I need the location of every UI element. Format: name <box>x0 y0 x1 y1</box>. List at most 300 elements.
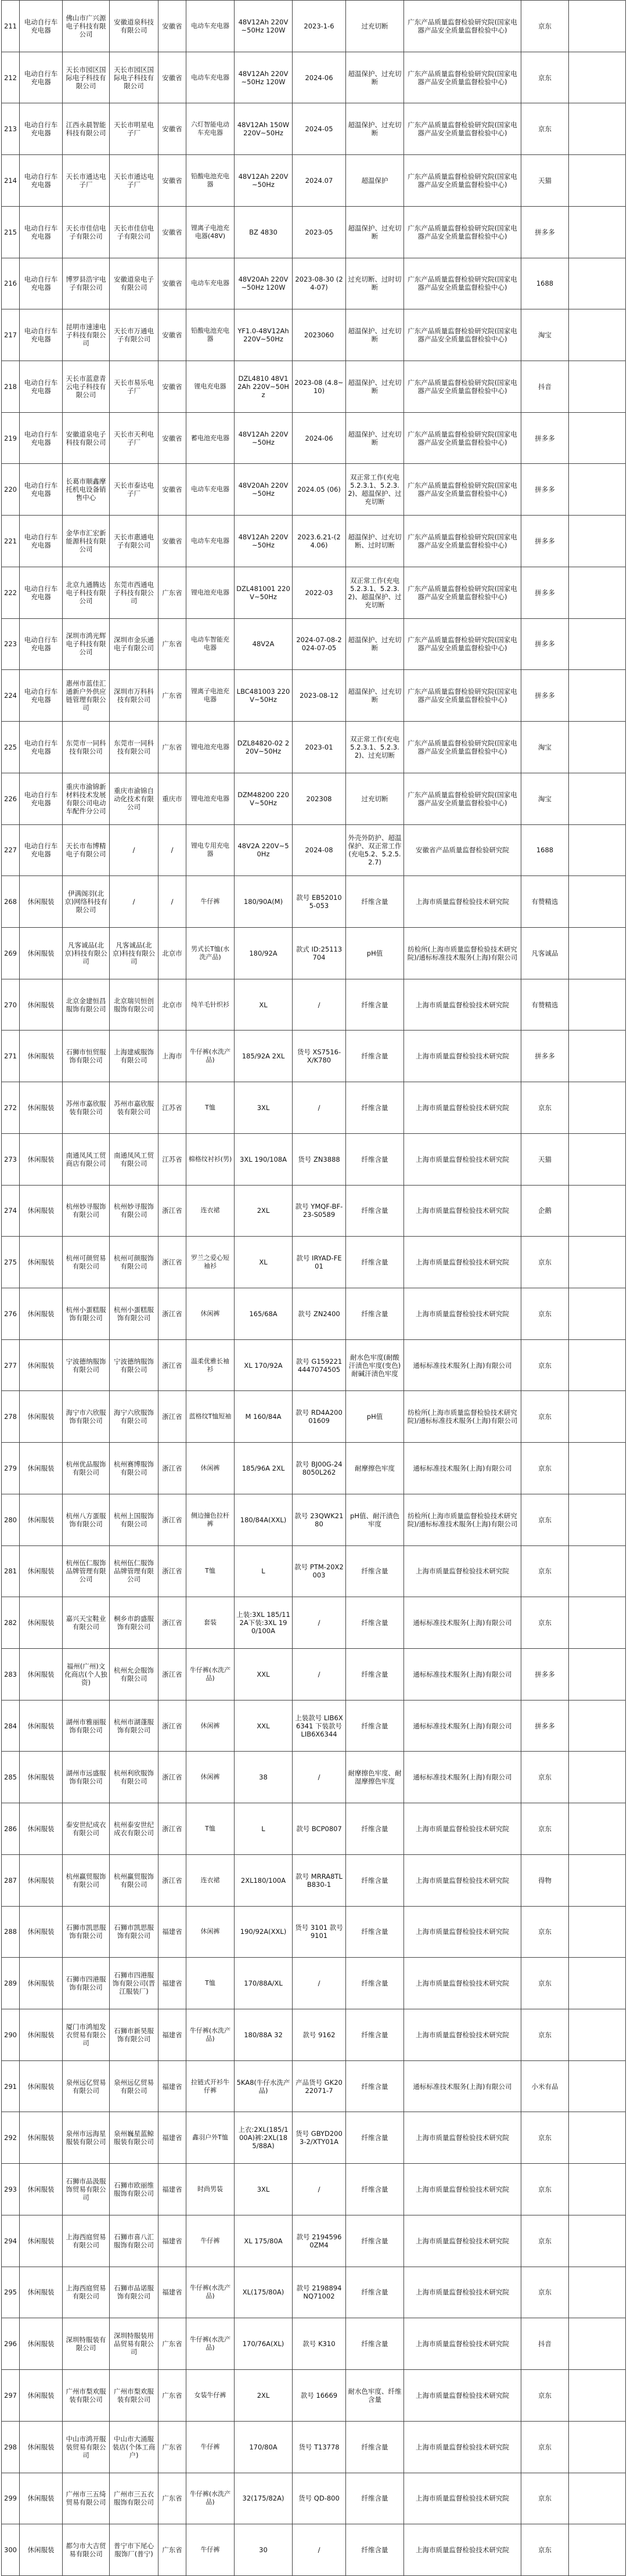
table-row <box>2 927 626 979</box>
cell-remark <box>569 1545 626 1597</box>
cell-serial-number: 293 <box>2 2164 20 2215</box>
sampling-results-table-container <box>1 0 625 2576</box>
cell-remark <box>569 1494 626 1545</box>
cell-manufacturer: 普宁市下尾心服饰厂(普宁) <box>110 2524 158 2576</box>
cell-product-category: 电动自行车充电器 <box>20 567 63 618</box>
cell-manufacturer: 重庆市渝锦自动化技术有限公司 <box>110 773 158 824</box>
cell-production-date-or-batch: / <box>293 1649 346 1700</box>
table-row <box>2 1854 626 1906</box>
cell-sampled-unit: 上海西庭贸易有限公司 <box>63 2215 110 2267</box>
cell-province: 江苏省 <box>158 1082 186 1134</box>
cell-remark <box>569 1288 626 1339</box>
cell-remark <box>569 1082 626 1134</box>
cell-production-date-or-batch: / <box>293 1752 346 1803</box>
table-body <box>2 1 626 2576</box>
cell-product-name: 六灯智能电动车充电器 <box>186 103 235 155</box>
cell-specification: 185/96A 2XL <box>235 1443 293 1494</box>
cell-manufacturer: 安徽道泉电子有限公司 <box>110 258 158 309</box>
cell-testing-institution: 上海市质量监督检验技术研究院 <box>404 1133 521 1185</box>
table-row <box>2 2009 626 2061</box>
cell-production-date-or-batch: 上装款号 LIB6X6341 下装款号 LIB6X6344 <box>293 1700 346 1752</box>
cell-specification: 48V2A <box>235 618 293 670</box>
cell-province: 广东省 <box>158 722 186 773</box>
cell-platform: 抖音 <box>521 361 569 413</box>
cell-manufacturer: 杭州赛博服饰有限公司 <box>110 1443 158 1494</box>
cell-manufacturer: 深圳市万科科技有限公司 <box>110 670 158 722</box>
cell-platform: 淘宝 <box>521 309 569 361</box>
cell-testing-institution: 上海市质量监督检验技术研究院 <box>404 2267 521 2318</box>
table-row <box>2 2370 626 2422</box>
cell-remark <box>569 1443 626 1494</box>
cell-nonconforming-item: 过充切断、过时切断 <box>346 258 404 309</box>
table-row <box>2 1597 626 1649</box>
cell-sampled-unit: 东莞市一同科技有限公司 <box>63 722 110 773</box>
cell-serial-number: 227 <box>2 824 20 876</box>
cell-province: 浙江省 <box>158 1752 186 1803</box>
cell-specification: XXL <box>235 1700 293 1752</box>
cell-sampled-unit: 惠州市蓝佳汇通新户外供应链管理有限公司 <box>63 670 110 722</box>
cell-province: 广东省 <box>158 2524 186 2576</box>
cell-specification: 3XL <box>235 1082 293 1134</box>
cell-remark <box>569 567 626 618</box>
cell-remark <box>569 412 626 464</box>
cell-product-category: 休闲服装 <box>20 2524 63 2576</box>
cell-specification: XL 170/92A <box>235 1339 293 1391</box>
cell-serial-number: 288 <box>2 1906 20 1958</box>
cell-sampled-unit: 杭州八方蛋服饰有限公司 <box>63 1494 110 1545</box>
table-row <box>2 464 626 516</box>
cell-sampled-unit: 佛山市广兴源电子科技有限公司 <box>63 1 110 52</box>
cell-product-name: 牛仔裤(水洗产品) <box>186 2473 235 2524</box>
cell-testing-institution: 广东产品质量监督检验研究院(国家电器产品安全质量监督检验中心) <box>404 258 521 309</box>
cell-province: 安徽省 <box>158 464 186 516</box>
cell-product-category: 电动自行车充电器 <box>20 670 63 722</box>
cell-specification: 170/88A/XL <box>235 1958 293 2009</box>
cell-specification: DZL4810 48V12Ah 220V~50Hz <box>235 361 293 413</box>
cell-specification: 3XL 190/108A <box>235 1133 293 1185</box>
cell-production-date-or-batch: 2023.6.21-(24.06) <box>293 516 346 567</box>
cell-product-category: 电动自行车充电器 <box>20 516 63 567</box>
cell-specification: L <box>235 1803 293 1855</box>
cell-manufacturer: 杭州上国服饰有限公司 <box>110 1494 158 1545</box>
cell-product-name: 休闲裤 <box>186 1752 235 1803</box>
cell-platform: 得物 <box>521 1854 569 1906</box>
cell-testing-institution: 广东产品质量监督检验研究院(国家电器产品安全质量监督检验中心) <box>404 1 521 52</box>
cell-product-category: 休闲服装 <box>20 876 63 928</box>
cell-production-date-or-batch: 款号 BJ00G-248050L262 <box>293 1443 346 1494</box>
cell-testing-institution: 通标标准技术服务(上海)有限公司 <box>404 1339 521 1391</box>
cell-production-date-or-batch: 货号 ZN3888 <box>293 1133 346 1185</box>
cell-product-name: T恤 <box>186 1545 235 1597</box>
cell-sampled-unit: 博罗县浩宇电子有限公司 <box>63 258 110 309</box>
cell-testing-institution: 通标标准技术服务(上海)有限公司 <box>404 1597 521 1649</box>
cell-serial-number: 222 <box>2 567 20 618</box>
cell-production-date-or-batch: 2024.05 (06) <box>293 464 346 516</box>
cell-production-date-or-batch: 货号 GBYD2003-2/XTY01A <box>293 2112 346 2164</box>
cell-platform: 京东 <box>521 1906 569 1958</box>
cell-province: 安徽省 <box>158 206 186 258</box>
cell-product-name: T恤 <box>186 1803 235 1855</box>
cell-platform: 京东 <box>521 103 569 155</box>
cell-specification: DZL84820-02 220V~50Hz <box>235 722 293 773</box>
cell-serial-number: 269 <box>2 927 20 979</box>
cell-remark <box>569 52 626 103</box>
cell-remark <box>569 155 626 207</box>
cell-nonconforming-item: 纤维含量 <box>346 1700 404 1752</box>
cell-product-name: 拉链式开衫牛仔裤 <box>186 2060 235 2112</box>
cell-remark <box>569 2473 626 2524</box>
cell-testing-institution: 广东产品质量监督检验研究院(国家电器产品安全质量监督检验中心) <box>404 155 521 207</box>
cell-province: 浙江省 <box>158 1391 186 1443</box>
table-row <box>2 1339 626 1391</box>
cell-serial-number: 271 <box>2 1031 20 1082</box>
cell-serial-number: 213 <box>2 103 20 155</box>
cell-province: 福建省 <box>158 2267 186 2318</box>
cell-nonconforming-item: 双正常工作(充电5.2.3.1、5.2.3.2)、过充切断 <box>346 722 404 773</box>
cell-specification: 3XL <box>235 2164 293 2215</box>
cell-testing-institution: 广东产品质量监督检验研究院(国家电器产品安全质量监督检验中心) <box>404 361 521 413</box>
cell-product-category: 休闲服装 <box>20 1854 63 1906</box>
table-row <box>2 361 626 413</box>
cell-province: 广东省 <box>158 2421 186 2473</box>
cell-specification: XL 175/80A <box>235 2215 293 2267</box>
cell-testing-institution: 上海市质量监督检验技术研究院 <box>404 1854 521 1906</box>
cell-remark <box>569 1339 626 1391</box>
cell-province: 浙江省 <box>158 1700 186 1752</box>
table-row <box>2 1288 626 1339</box>
cell-nonconforming-item: 耐水色牢度(耐酸汗渍色牢度(变色)耐碱汗渍色牢度 <box>346 1339 404 1391</box>
cell-manufacturer: 石狮市凯思服饰有限公司 <box>110 1906 158 1958</box>
cell-manufacturer: 天长市明星电子厂 <box>110 103 158 155</box>
cell-nonconforming-item: 超温保护、过充切断 <box>346 206 404 258</box>
cell-product-category: 休闲服装 <box>20 1958 63 2009</box>
cell-platform: 京东 <box>521 2370 569 2422</box>
cell-platform: 有赞精选 <box>521 979 569 1031</box>
cell-nonconforming-item: 外壳外防护、超温保护、双正常工作(充电5.2、5.2.5.2.7) <box>346 824 404 876</box>
cell-product-name: 锂离子电池充电器 <box>186 670 235 722</box>
cell-product-name: 铅酸电池充电器 <box>186 309 235 361</box>
cell-product-name: 锂电充电器 <box>186 361 235 413</box>
cell-testing-institution: 广东产品质量监督检验研究院(国家电器产品安全质量监督检验中心) <box>404 206 521 258</box>
cell-product-category: 电动自行车充电器 <box>20 773 63 824</box>
cell-sampled-unit: 苏州市嘉欣服装有限公司 <box>63 1082 110 1134</box>
cell-product-name: 牛仔裤(水洗产品) <box>186 1649 235 1700</box>
cell-serial-number: 299 <box>2 2473 20 2524</box>
cell-sampled-unit: 湖州市雅丽服饰有限公司 <box>63 1700 110 1752</box>
cell-sampled-unit: 泰安世纪成衣有限公司 <box>63 1803 110 1855</box>
cell-product-category: 休闲服装 <box>20 1906 63 1958</box>
cell-serial-number: 212 <box>2 52 20 103</box>
cell-platform: 1688 <box>521 258 569 309</box>
cell-sampled-unit: 北京九通腾达电子科技有限公司 <box>63 567 110 618</box>
cell-manufacturer: 杭州赢贸服饰有限公司 <box>110 1854 158 1906</box>
cell-nonconforming-item: 纤维含量 <box>346 1031 404 1082</box>
cell-serial-number: 215 <box>2 206 20 258</box>
cell-testing-institution: 广东产品质量监督检验研究院(国家电器产品安全质量监督检验中心) <box>404 52 521 103</box>
cell-sampled-unit: 嘉兴天宝鞋业有限公司 <box>63 1597 110 1649</box>
table-row <box>2 1133 626 1185</box>
cell-nonconforming-item: 纤维含量 <box>346 2267 404 2318</box>
cell-sampled-unit: 凡客诚品(北京)科技有限公司 <box>63 927 110 979</box>
cell-production-date-or-batch: 款号 EB520105-053 <box>293 876 346 928</box>
cell-product-category: 休闲服装 <box>20 1391 63 1443</box>
cell-product-category: 电动自行车充电器 <box>20 361 63 413</box>
cell-sampled-unit: 安徽道泉电子科技有限公司 <box>63 412 110 464</box>
cell-product-category: 电动自行车充电器 <box>20 722 63 773</box>
cell-nonconforming-item: 耐摩擦色牢度 <box>346 1443 404 1494</box>
cell-serial-number: 277 <box>2 1339 20 1391</box>
table-row <box>2 2421 626 2473</box>
cell-product-category: 休闲服装 <box>20 1545 63 1597</box>
cell-serial-number: 217 <box>2 309 20 361</box>
cell-province: 安徽省 <box>158 103 186 155</box>
cell-province: 重庆市 <box>158 773 186 824</box>
cell-serial-number: 298 <box>2 2421 20 2473</box>
cell-specification: 170/80A <box>235 2421 293 2473</box>
cell-specification: 180/88A 32 <box>235 2009 293 2061</box>
cell-production-date-or-batch: 货号 3101 款号 9101 <box>293 1906 346 1958</box>
cell-product-category: 休闲服装 <box>20 1597 63 1649</box>
cell-province: 上海市 <box>158 1031 186 1082</box>
cell-product-name: 罗兰之爱心短袖衫 <box>186 1237 235 1288</box>
cell-province: 浙江省 <box>158 1649 186 1700</box>
cell-remark <box>569 1906 626 1958</box>
cell-product-category: 休闲服装 <box>20 927 63 979</box>
cell-product-name: 休闲裤 <box>186 1288 235 1339</box>
cell-remark <box>569 2215 626 2267</box>
cell-specification: 32(175/82A) <box>235 2473 293 2524</box>
table-row <box>2 1391 626 1443</box>
cell-nonconforming-item: 超温保护、过充切断 <box>346 361 404 413</box>
cell-remark <box>569 1133 626 1185</box>
cell-specification: 上装:3XL 185/112A下装:3XL 190/100A <box>235 1597 293 1649</box>
cell-sampled-unit: 杭州小蛋糕服饰有限公司 <box>63 1288 110 1339</box>
cell-sampled-unit: 长葛市顺鑫摩托机电设备销售中心 <box>63 464 110 516</box>
cell-testing-institution: 上海市质量监督检验技术研究院 <box>404 1082 521 1134</box>
cell-manufacturer: 海宁六欣服饰有限公司 <box>110 1391 158 1443</box>
cell-manufacturer: 石狮市欧丽维服饰有限公司 <box>110 2164 158 2215</box>
cell-serial-number: 272 <box>2 1082 20 1134</box>
cell-nonconforming-item: 超温保护 <box>346 155 404 207</box>
cell-manufacturer: 杭州市湖蓬服饰有限公司 <box>110 1700 158 1752</box>
cell-product-name: 棉格纹衬衫(男) <box>186 1133 235 1185</box>
cell-platform: 拼多多 <box>521 464 569 516</box>
cell-manufacturer: 南通凤风工贸有限公司 <box>110 1133 158 1185</box>
cell-production-date-or-batch: 货号 QD-800 <box>293 2473 346 2524</box>
cell-testing-institution: 通标标准技术服务(上海)有限公司 <box>404 2060 521 2112</box>
cell-serial-number: 276 <box>2 1288 20 1339</box>
cell-platform: 京东 <box>521 52 569 103</box>
cell-product-name: 休闲裤 <box>186 1906 235 1958</box>
cell-testing-institution: 广东产品质量监督检验研究院(国家电器产品安全质量监督检验中心) <box>404 464 521 516</box>
cell-specification: 2XL <box>235 1185 293 1237</box>
cell-product-name: 锂电池充电器 <box>186 567 235 618</box>
table-row <box>2 1649 626 1700</box>
cell-manufacturer: 广州市梨欢服装有限公司 <box>110 2370 158 2422</box>
cell-remark <box>569 2421 626 2473</box>
cell-specification: 2XL180/100A <box>235 1854 293 1906</box>
cell-testing-institution: 纺检所(上海市质量监督检验技术研究院)/通标标准技术服务(上海)有限公司 <box>404 1494 521 1545</box>
cell-testing-institution: 上海市质量监督检验技术研究院 <box>404 979 521 1031</box>
cell-testing-institution: 广东产品质量监督检验研究院(国家电器产品安全质量监督检验中心) <box>404 618 521 670</box>
cell-nonconforming-item: 纤维含量 <box>346 1854 404 1906</box>
cell-production-date-or-batch: 货号 XS7516-X/K780 <box>293 1031 346 1082</box>
cell-platform: 天猫 <box>521 1133 569 1185</box>
table-row <box>2 979 626 1031</box>
cell-province: 安徽省 <box>158 361 186 413</box>
cell-testing-institution: 广东产品质量监督检验研究院(国家电器产品安全质量监督检验中心) <box>404 516 521 567</box>
cell-product-category: 电动自行车充电器 <box>20 103 63 155</box>
cell-nonconforming-item: 双正常工作(充电5.2.3.1、5.2.3.2)、超温保护、过充切断 <box>346 464 404 516</box>
cell-testing-institution: 广东产品质量监督检验研究院(国家电器产品安全质量监督检验中心) <box>404 103 521 155</box>
cell-product-name: 电动车充电器 <box>186 52 235 103</box>
cell-platform: 小米有品 <box>521 2060 569 2112</box>
cell-nonconforming-item: 纤维含量 <box>346 1185 404 1237</box>
cell-production-date-or-batch: 2024-07-08-2024-07-05 <box>293 618 346 670</box>
cell-production-date-or-batch: 款号 MRRA8TLB830-1 <box>293 1854 346 1906</box>
cell-specification: XL(175/80A) <box>235 2267 293 2318</box>
cell-manufacturer: 杭州可颜服饰有限公司 <box>110 1237 158 1288</box>
cell-specification: XXL <box>235 1649 293 1700</box>
cell-product-name: 电动车智能充电器 <box>186 618 235 670</box>
cell-testing-institution: 通标标准技术服务(上海)有限公司 <box>404 1443 521 1494</box>
cell-platform: 京东 <box>521 1082 569 1134</box>
cell-production-date-or-batch: 款号 9162 <box>293 2009 346 2061</box>
cell-product-name: T恤 <box>186 1082 235 1134</box>
cell-sampled-unit: 深圳市鸿光辉电子科技有限公司 <box>63 618 110 670</box>
cell-manufacturer: 泉州远亿贸易有限公司 <box>110 2060 158 2112</box>
cell-platform: 拼多多 <box>521 618 569 670</box>
cell-product-category: 电动自行车充电器 <box>20 412 63 464</box>
cell-remark <box>569 670 626 722</box>
cell-product-category: 电动自行车充电器 <box>20 464 63 516</box>
cell-serial-number: 226 <box>2 773 20 824</box>
table-row <box>2 1494 626 1545</box>
cell-remark <box>569 1391 626 1443</box>
cell-serial-number: 220 <box>2 464 20 516</box>
cell-specification: 48V20Ah 220V~50Hz 120W <box>235 258 293 309</box>
cell-nonconforming-item: 纤维含量 <box>346 1545 404 1597</box>
cell-platform: 京东 <box>521 2112 569 2164</box>
cell-province: 安徽省 <box>158 516 186 567</box>
cell-manufacturer: 石狮市新昊服饰有限公司 <box>110 2009 158 2061</box>
cell-serial-number: 273 <box>2 1133 20 1185</box>
cell-platform: 京东 <box>521 2421 569 2473</box>
cell-production-date-or-batch: 产品货号 GK2022071-7 <box>293 2060 346 2112</box>
cell-remark <box>569 2318 626 2370</box>
table-row <box>2 1803 626 1855</box>
cell-production-date-or-batch: 款号 YMQF-BF-23-S0589 <box>293 1185 346 1237</box>
cell-specification: 48V20Ah 220V~50Hz <box>235 464 293 516</box>
cell-production-date-or-batch: 款号 23QWK2180 <box>293 1494 346 1545</box>
cell-manufacturer: 安徽道泉科技有限公司 <box>110 1 158 52</box>
cell-province: 浙江省 <box>158 1803 186 1855</box>
table-row <box>2 876 626 928</box>
cell-nonconforming-item: 耐摩擦色牢度、耐湿摩擦色牢度 <box>346 1752 404 1803</box>
cell-specification: 48V12Ah 150W 220V~50Hz <box>235 103 293 155</box>
cell-manufacturer: 东莞市一同科技有限公司 <box>110 722 158 773</box>
cell-province: 北京市 <box>158 927 186 979</box>
cell-product-name: 女装牛仔裤 <box>186 2370 235 2422</box>
table-row <box>2 1906 626 1958</box>
cell-province: 福建省 <box>158 1906 186 1958</box>
cell-remark <box>569 516 626 567</box>
cell-remark <box>569 1700 626 1752</box>
cell-nonconforming-item: 纤维含量 <box>346 2421 404 2473</box>
cell-serial-number: 214 <box>2 155 20 207</box>
cell-province: 江苏省 <box>158 1133 186 1185</box>
cell-sampled-unit: 石狮市四港服饰有限公司 <box>63 1958 110 2009</box>
cell-sampled-unit: 天长市布博精电子有限公司 <box>63 824 110 876</box>
cell-specification: M 160/84A <box>235 1391 293 1443</box>
cell-product-category: 休闲服装 <box>20 2318 63 2370</box>
cell-platform: 京东 <box>521 1803 569 1855</box>
cell-product-category: 休闲服装 <box>20 1339 63 1391</box>
cell-nonconforming-item: pH值 <box>346 927 404 979</box>
cell-specification: XL <box>235 979 293 1031</box>
cell-sampled-unit: 杭州可颜贸易有限公司 <box>63 1237 110 1288</box>
cell-remark <box>569 876 626 928</box>
cell-product-category: 休闲服装 <box>20 979 63 1031</box>
cell-specification: 2XL <box>235 2370 293 2422</box>
cell-nonconforming-item: 纤维含量 <box>346 876 404 928</box>
cell-platform: 京东 <box>521 2164 569 2215</box>
cell-nonconforming-item: 纤维含量 <box>346 2164 404 2215</box>
cell-province: 安徽省 <box>158 1 186 52</box>
cell-specification: 180/92A <box>235 927 293 979</box>
cell-testing-institution: 上海市质量监督检验技术研究院 <box>404 1958 521 2009</box>
cell-specification: 48V12Ah 220V~50Hz <box>235 412 293 464</box>
cell-platform: 拼多多 <box>521 412 569 464</box>
cell-specification: 170/76A(XL) <box>235 2318 293 2370</box>
cell-sampled-unit: 广州市三五绮贸易有限公司 <box>63 2473 110 2524</box>
cell-sampled-unit: 重庆市渝锦新材料技术发展有限公司电动车配件分公司 <box>63 773 110 824</box>
cell-sampled-unit: 杭州优品服饰有限公司 <box>63 1443 110 1494</box>
cell-serial-number: 296 <box>2 2318 20 2370</box>
table-row <box>2 52 626 103</box>
cell-specification: 180/90A(M) <box>235 876 293 928</box>
cell-province: 浙江省 <box>158 1339 186 1391</box>
cell-testing-institution: 上海市质量监督检验技术研究院 <box>404 2524 521 2576</box>
cell-serial-number: 294 <box>2 2215 20 2267</box>
cell-nonconforming-item: 纤维含量 <box>346 2112 404 2164</box>
cell-platform: 天猫 <box>521 155 569 207</box>
cell-product-name: 牛仔裤(水洗产品) <box>186 1031 235 1082</box>
cell-nonconforming-item: 纤维含量 <box>346 1649 404 1700</box>
cell-manufacturer: 北京瑞贝恒创服饰有限公司 <box>110 979 158 1031</box>
cell-platform: 京东 <box>521 1339 569 1391</box>
cell-testing-institution: 上海市质量监督检验技术研究院 <box>404 2215 521 2267</box>
cell-production-date-or-batch: 2023-1-6 <box>293 1 346 52</box>
cell-product-category: 休闲服装 <box>20 1803 63 1855</box>
table-row <box>2 670 626 722</box>
cell-platform: 拼多多 <box>521 1031 569 1082</box>
cell-product-name: 蓄电池充电器 <box>186 412 235 464</box>
cell-sampled-unit: 石狮市品汲服饰贸易有限公司 <box>63 2164 110 2215</box>
cell-specification: 38 <box>235 1752 293 1803</box>
cell-remark <box>569 2009 626 2061</box>
cell-platform: 拼多多 <box>521 516 569 567</box>
cell-remark <box>569 722 626 773</box>
cell-remark <box>569 1031 626 1082</box>
cell-testing-institution: 纺检所(上海市质量监督检验技术研究院)/通标标准技术服务(上海)有限公司 <box>404 1391 521 1443</box>
cell-nonconforming-item: 超温保护、过充切断 <box>346 52 404 103</box>
cell-nonconforming-item: 超温保护、过充切断 <box>346 309 404 361</box>
cell-production-date-or-batch: 款号 PTM-20X2003 <box>293 1545 346 1597</box>
cell-platform: 京东 <box>521 1237 569 1288</box>
cell-production-date-or-batch: 2023-05 <box>293 206 346 258</box>
cell-province: 浙江省 <box>158 1288 186 1339</box>
